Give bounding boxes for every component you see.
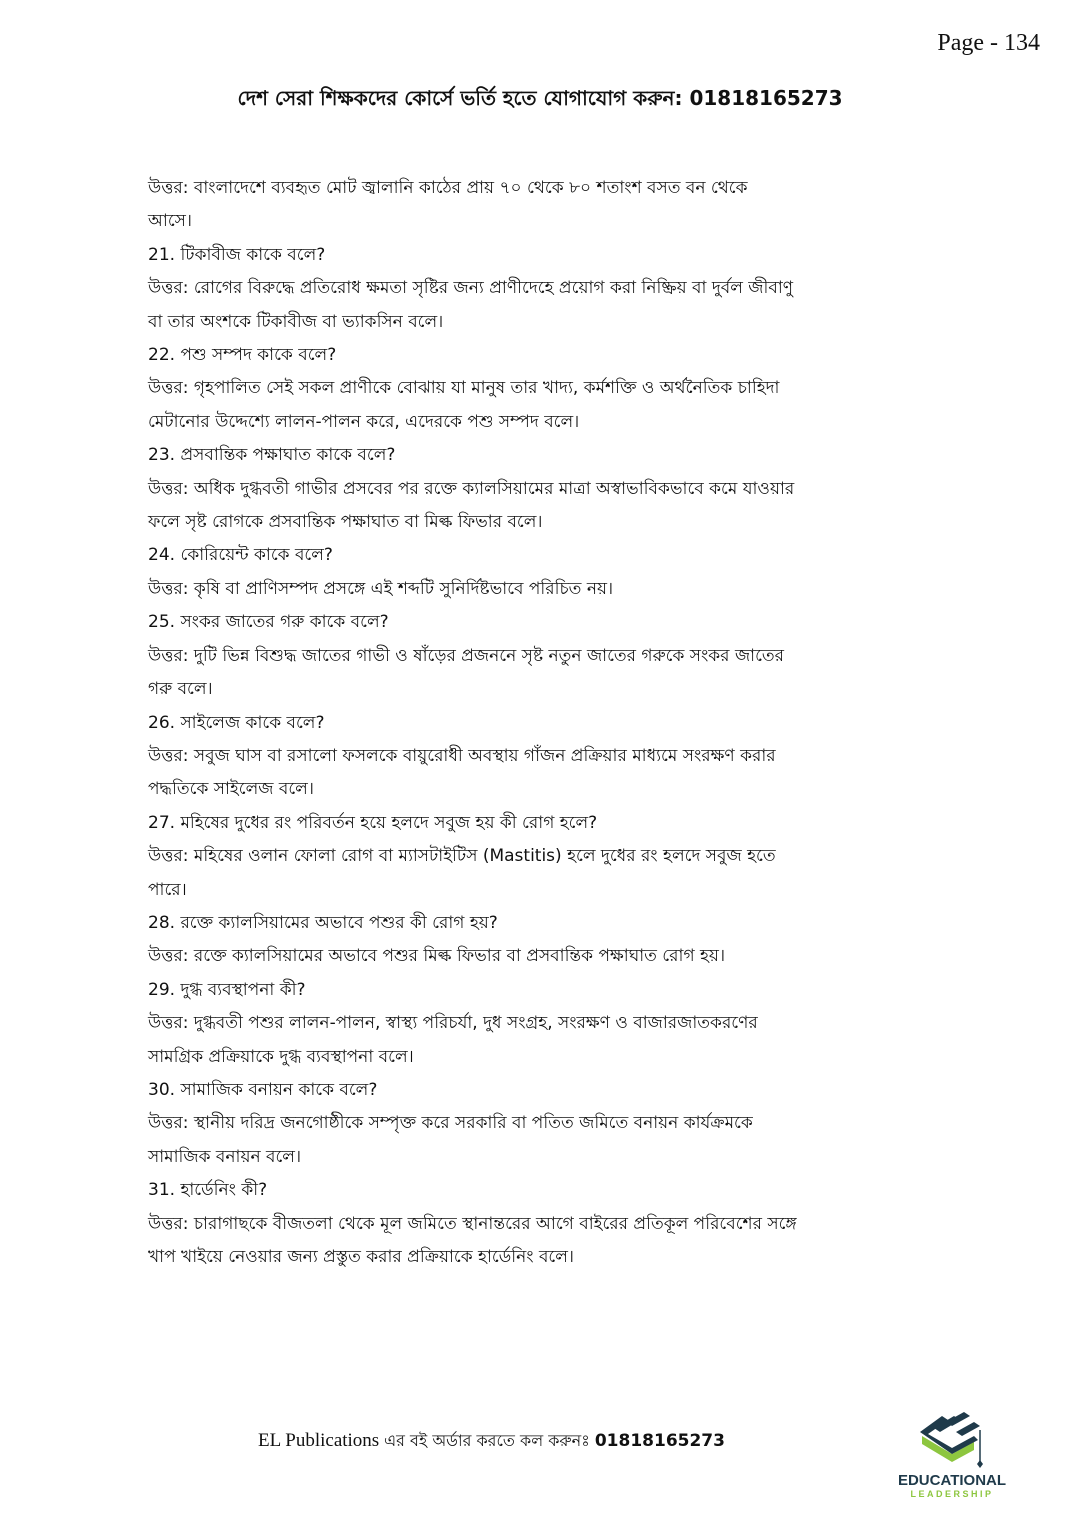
answer-line: গরু বলে। (148, 679, 213, 700)
question-29: 29. দুগ্ধ ব্যবস্থাপনা কী? (148, 979, 306, 1000)
question-31: 31. হার্ডেনিং কী? (148, 1180, 268, 1201)
question-24: 24. কোরিয়েন্ট কাকে বলে? (148, 545, 333, 566)
question-23: 23. প্রসবান্তিক পক্ষাঘাত কাকে বলে? (148, 445, 396, 466)
answer-line: উত্তর: সবুজ ঘাস বা রসালো ফসলকে বায়ুরোধী অবস্থায় গাঁজন প্রক্রিয়ার মাধ্যমে সংরক্ষণ করার (148, 745, 776, 766)
answer-line: উত্তর: রক্তে ক্যালসিয়ামের অভাবে পশুর মিল্ক ফিভার বা প্রসবান্তিক পক্ষাঘাত রোগ হয়। (148, 946, 726, 967)
answer-line: সামগ্রিক প্রক্রিয়াকে দুগ্ধ ব্যবস্থাপনা বলে। (148, 1046, 414, 1067)
educational-leadership-logo (892, 1410, 1012, 1510)
course-contact-banner (0, 84, 1080, 117)
answer-line: উত্তর: গৃহপালিত সেই সকল প্রাণীকে বোঝায় যা মানুষ তার খাদ্য, কর্মশক্তি ও অর্থনৈতিক চাহিদা (148, 378, 780, 399)
text-line: উত্তর: বাংলাদেশে ব্যবহৃত মোট জ্বালানি কাঠের প্রায় ৭০ থেকে ৮০ শতাংশ বসত বন থেকে (148, 178, 748, 198)
logo-line2: LEADERSHIP (910, 1489, 994, 1499)
answer-line: খাপ খাইয়ে নেওয়ার জন্য প্রস্তুত করার প্রক্রিয়াকে হার্ডেনিং বলে। (148, 1247, 574, 1267)
banner-phone: 01818165273 (689, 86, 843, 110)
answer-line: উত্তর: মহিষের ওলান ফোলা রোগ বা ম্যাসটাইটিস (Mastitis) হলে দুধের রং হলদে সবুজ হতে (148, 846, 776, 867)
page-number: Page - 134 (937, 30, 1040, 56)
banner-text: দেশ সেরা শিক্ষকদের কোর্সে ভর্তি হতে যোগাযোগ করুন: (237, 86, 690, 110)
question-28: 28. রক্তে ক্যালসিয়ামের অভাবে পশুর কী রোগ হয়? (148, 912, 498, 933)
question-25: 25. সংকর জাতের গরু কাকে বলে? (148, 612, 389, 633)
answer-line: উত্তর: রোগের বিরুদ্ধে প্রতিরোধ ক্ষমতা সৃষ্টির জন্য প্রাণীদেহে প্রয়োগ করা নিষ্ক্রিয় বা দুর্বল জীবাণু (148, 278, 794, 299)
footer-text: এর বই অর্ডার করতে কল করুনঃ (383, 1431, 595, 1450)
question-22: 22. পশু সম্পদ কাকে বলে? (148, 345, 337, 366)
answer-line: উত্তর: কৃষি বা প্রাণিসম্পদ প্রসঙ্গে এই শব্দটি সুনির্দিষ্টভাবে পরিচিত নয়। (148, 578, 614, 599)
graduation-cap-e-icon (912, 1410, 992, 1470)
text-line: আসে। (148, 211, 192, 232)
answer-line: উত্তর: দুগ্ধবতী পশুর লালন-পালন, স্বাস্থ্য পরিচর্যা, দুধ সংগ্রহ, সংরক্ষণ ও বাজারজাতকরণের (148, 1013, 758, 1034)
question-30: 30. সামাজিক বনায়ন কাকে বলে? (148, 1079, 378, 1100)
answer-line: উত্তর: চারাগাছকে বীজতলা থেকে মূল জমিতে স্থানান্তরের আগে বাইরের প্রতিকূল পরিবেশের সঙ্গে (148, 1213, 797, 1234)
answer-line: উত্তর: দুটি ভিন্ন বিশুদ্ধ জাতের গাভী ও ষাঁড়ের প্রজননে সৃষ্ট নতুন জাতের গরুকে সংকর জাতের (148, 645, 785, 666)
logo-line1: EDUCATIONAL (897, 1472, 1007, 1489)
question-21: 21. টিকাবীজ কাকে বলে? (148, 244, 326, 265)
answer-line: উত্তর: অধিক দুগ্ধবতী গাভীর প্রসবের পর রক্তে ক্যালসিয়ামের মাত্রা অস্বাভাবিকভাবে কমে যাওয়ার (148, 478, 795, 499)
qa-content (148, 172, 948, 1274)
answer-line: বা তার অংশকে টিকাবীজ বা ভ্যাকসিন বলে। (148, 311, 444, 332)
answer-line: উত্তর: স্থানীয় দরিদ্র জনগোষ্ঠীকে সম্পৃক্ত করে সরকারি বা পতিত জমিতে বনায়ন কার্যক্রমকে (148, 1113, 753, 1134)
question-27: 27. মহিষের দুধের রং পরিবর্তন হয়ে হলদে সবুজ হয় কী রোগ হলে? (148, 812, 598, 833)
answer-line: সামাজিক বনায়ন বলে। (148, 1146, 302, 1167)
answer-line: পারে। (148, 879, 187, 900)
footer-phone: 01818165273 (594, 1431, 725, 1451)
answer-line: মেটানোর উদ্দেশ্যে লালন-পালন করে, এদেরকে পশু সম্পদ বলে। (148, 411, 580, 432)
footer-publisher: EL Publications (258, 1430, 384, 1451)
question-26: 26. সাইলেজ কাকে বলে? (148, 712, 325, 733)
answer-line: ফলে সৃষ্ট রোগকে প্রসবান্তিক পক্ষাঘাত বা মিল্ক ফিভার বলে। (148, 512, 543, 533)
answer-line: পদ্ধতিকে সাইলেজ বলে। (148, 779, 314, 800)
footer-order-info (258, 1428, 725, 1455)
